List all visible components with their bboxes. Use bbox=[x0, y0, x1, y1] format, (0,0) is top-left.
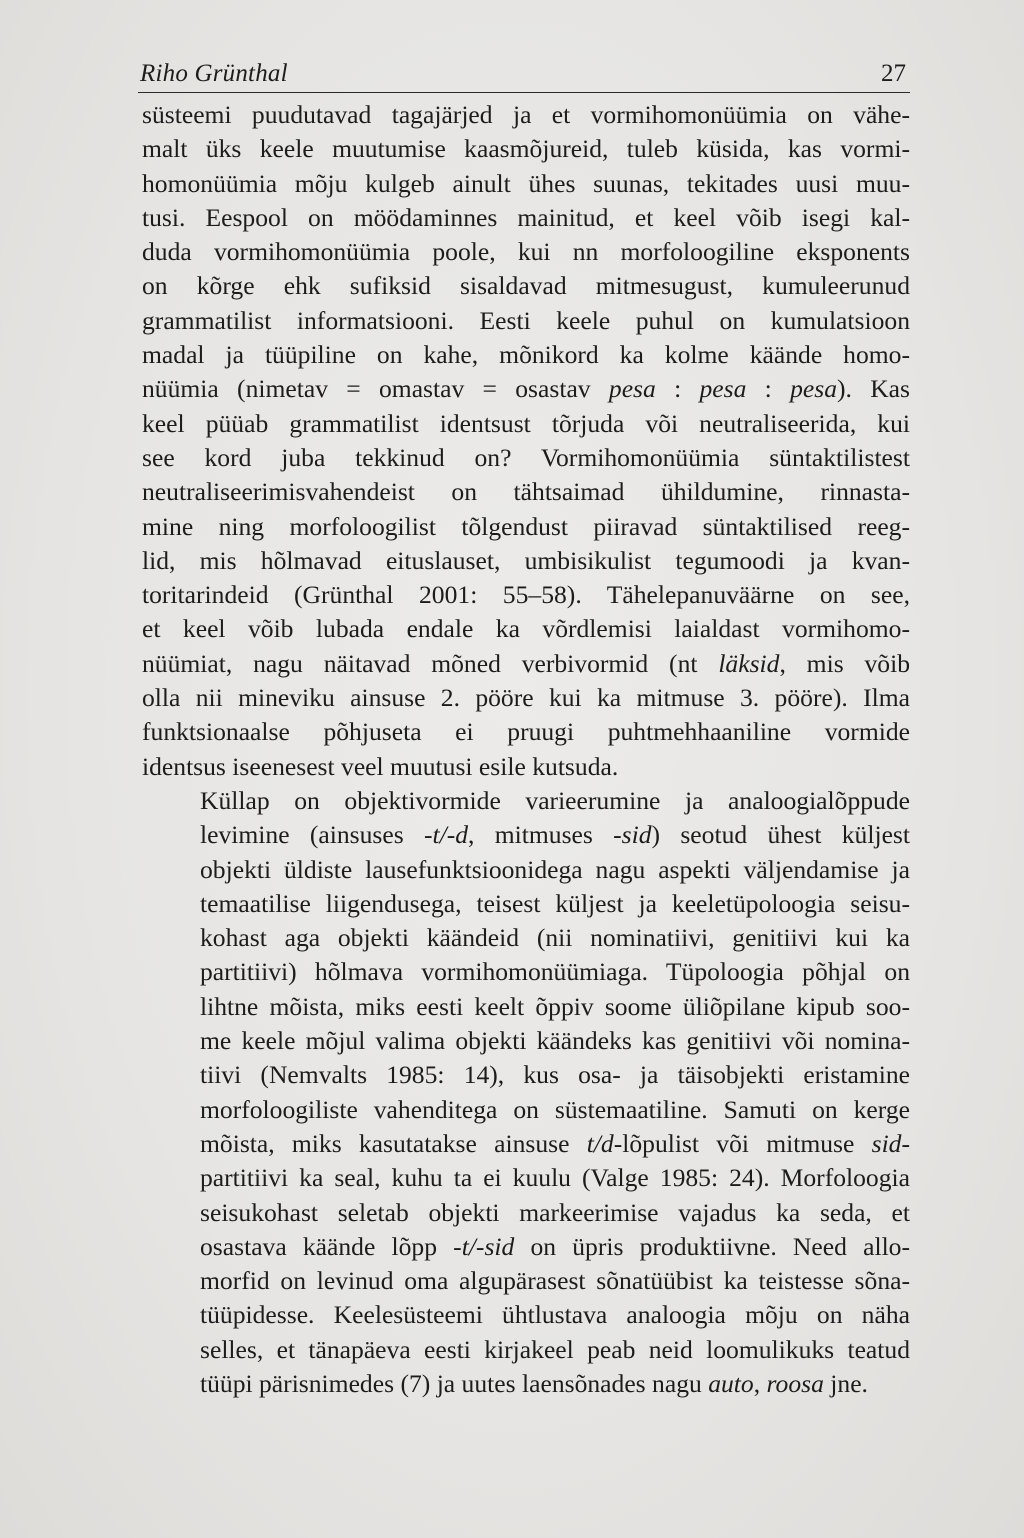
text-line: partitiivi ka seal, kuhu ta ei kuulu (Valge 1985: 24). Morfoloogia bbox=[200, 1163, 910, 1193]
text-line: duda vormihomonüümia poole, kui nn morfoloogiline eksponents bbox=[142, 237, 910, 267]
text-line: nüümia (nimetav = omastav = osastav pesa : pesa : pesa). Kas bbox=[142, 374, 910, 404]
text-line: Küllap on objektivormide varieerumine ja analoogialõppude bbox=[200, 785, 910, 815]
text-line: tüüpidesse. Keelesüsteemi ühtlustava analoogia mõju on näha bbox=[200, 1300, 910, 1330]
text-line: osastava käände lõpp -t/-sid on üpris produktiivne. Need allo- bbox=[200, 1231, 910, 1261]
text-line: identsus iseenesest veel muutusi esile kutsuda. bbox=[142, 751, 619, 781]
text-line: madal ja tüüpiline on kahe, mõnikord ka kolme käände homo- bbox=[142, 340, 910, 370]
text-line: me keele mõjul valima objekti käändeks kas genitiivi või nomina- bbox=[200, 1026, 910, 1056]
text-line: kohast aga objekti käändeid (nii nominatiivi, genitiivi kui ka bbox=[200, 923, 910, 953]
text-line: funktsionaalse põhjuseta ei pruugi puhtmehhaaniline vormide bbox=[142, 717, 910, 747]
text-line: selles, et tänapäeva eesti kirjakeel peab neid loomulikuks teatud bbox=[200, 1334, 910, 1364]
text-line: toritarindeid (Grünthal 2001: 55–58). Tähelepanuväärne on see, bbox=[142, 580, 910, 610]
text-line: tusi. Eespool on möödaminnes mainitud, et keel võib isegi kal- bbox=[142, 202, 910, 232]
text-line: tiivi (Nemvalts 1985: 14), kus osa- ja täisobjekti eristamine bbox=[200, 1060, 910, 1090]
text-line: grammatilist informatsiooni. Eesti keele puhul on kumulatsioon bbox=[142, 305, 910, 335]
text-line: nüümiat, nagu näitavad mõned verbivormid (nt läksid, mis võib bbox=[142, 648, 910, 678]
text-line: on kõrge ehk sufiksid sisaldavad mitmesugust, kumuleerunud bbox=[142, 271, 910, 301]
text-line: seisukohast seletab objekti markeerimise vajadus ka seda, et bbox=[200, 1197, 910, 1227]
body-text bbox=[142, 98, 910, 1401]
text-line: homonüümia mõju kulgeb ainult ühes suunas, tekitades uusi muu- bbox=[142, 168, 910, 198]
text-line: lid, mis hõlmavad eituslauset, umbisikulist tegumoodi ja kvan- bbox=[142, 545, 910, 575]
text-line: mõista, miks kasutatakse ainsuse t/d-lõpulist või mitmuse sid- bbox=[200, 1128, 910, 1158]
text-line: objekti üldiste lausefunktsioonidega nagu aspekti väljendamise ja bbox=[200, 854, 910, 884]
page-header bbox=[138, 58, 910, 93]
text-line: partitiivi) hõlmava vormihomonüümiaga. Tüpoloogia põhjal on bbox=[200, 957, 910, 987]
text-line: malt üks keele muutumise kaasmõjureid, tuleb küsida, kas vormi- bbox=[142, 134, 910, 164]
running-head: Riho Grünthal bbox=[140, 60, 288, 87]
text-line: see kord juba tekkinud on? Vormihomonüümia süntaktilistest bbox=[142, 442, 910, 472]
text-line: morfid on levinud oma algupärasest sõnatüübist ka teistesse sõna- bbox=[200, 1266, 910, 1296]
text-line: levimine (ainsuses -t/-d, mitmuses -sid) seotud ühest küljest bbox=[200, 820, 911, 850]
text-line: tüüpi pärisnimedes (7) ja uutes laensõnades nagu auto, roosa jne. bbox=[200, 1368, 868, 1398]
paragraph-2 bbox=[142, 784, 910, 1401]
text-line: mine ning morfoloogilist tõlgendust piiravad süntaktilised reeg- bbox=[142, 511, 910, 541]
text-line: et keel võib lubada endale ka võrdlemisi laialdast vormihomo- bbox=[142, 614, 910, 644]
text-line: neutraliseerimisvahendeist on tähtsaimad ühildumine, rinnasta- bbox=[142, 477, 910, 507]
paragraph-1 bbox=[142, 98, 910, 784]
text-line: keel püüab grammatilist identsust tõrjuda või neutraliseerida, kui bbox=[142, 408, 910, 438]
text-line: lihtne mõista, miks eesti keelt õppiv soome üliõpilane kipub soo- bbox=[200, 991, 910, 1021]
text-line: temaatilise liigendusega, teisest küljest ja keeletüpoloogia seisu- bbox=[200, 888, 910, 918]
page-number: 27 bbox=[881, 60, 906, 87]
text-line: olla nii mineviku ainsuse 2. pööre kui ka mitmuse 3. pööre). Ilma bbox=[142, 683, 910, 713]
text-line: morfoloogiliste vahenditega on süstemaatiline. Samuti on kerge bbox=[200, 1094, 910, 1124]
text-line: süsteemi puudutavad tagajärjed ja et vormihomonüümia on vähe- bbox=[142, 100, 910, 129]
